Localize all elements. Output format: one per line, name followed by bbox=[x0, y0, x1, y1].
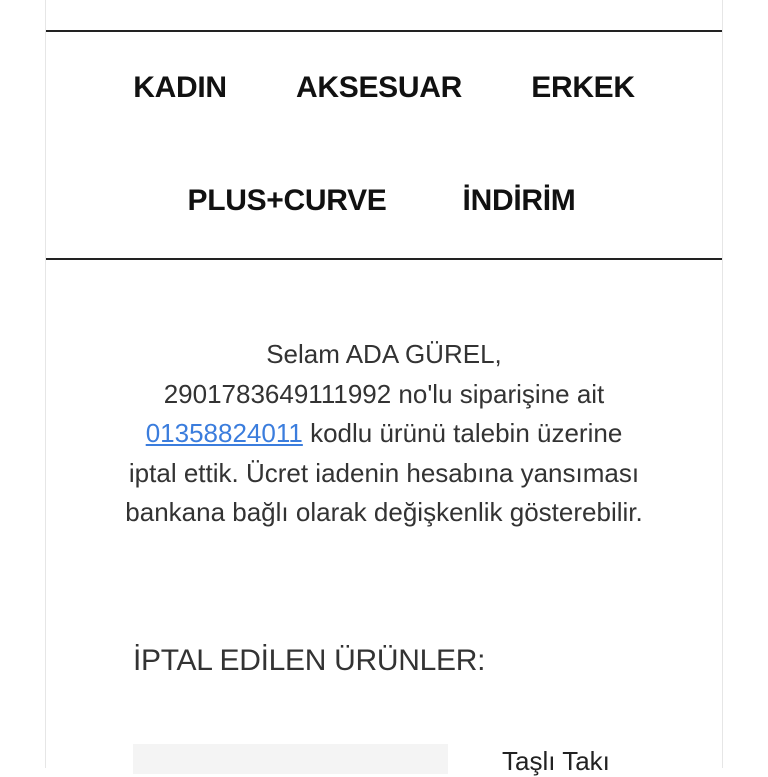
category-nav bbox=[46, 30, 722, 260]
nav-kadin[interactable]: KADIN bbox=[133, 71, 227, 104]
message-line: iptal ettik. Ücret iadenin hesabına yansıması bbox=[128, 457, 640, 488]
cancellation-message bbox=[60, 335, 708, 533]
nav-plus-curve[interactable]: PLUS+CURVE bbox=[187, 184, 387, 217]
nav-indirim[interactable]: İNDİRİM bbox=[462, 184, 576, 217]
product-image bbox=[133, 744, 448, 774]
product-name: Taşlı Takı bbox=[502, 746, 610, 776]
greeting: Selam ADA GÜREL, bbox=[266, 339, 502, 369]
order-line: 2901783649111992 no'lu siparişine ait bbox=[163, 378, 605, 409]
nav-aksesuar[interactable]: AKSESUAR bbox=[296, 71, 462, 104]
after-code-text: kodlu ürünü talebin üzerine bbox=[302, 418, 623, 448]
nav-erkek[interactable]: ERKEK bbox=[531, 71, 635, 104]
message-line: bankana bağlı olarak değişkenlik gösterebilir. bbox=[125, 497, 643, 527]
product-code-link[interactable]: 01358824011 bbox=[145, 418, 303, 448]
cancelled-items-title: İPTAL EDİLEN ÜRÜNLER: bbox=[133, 644, 486, 677]
